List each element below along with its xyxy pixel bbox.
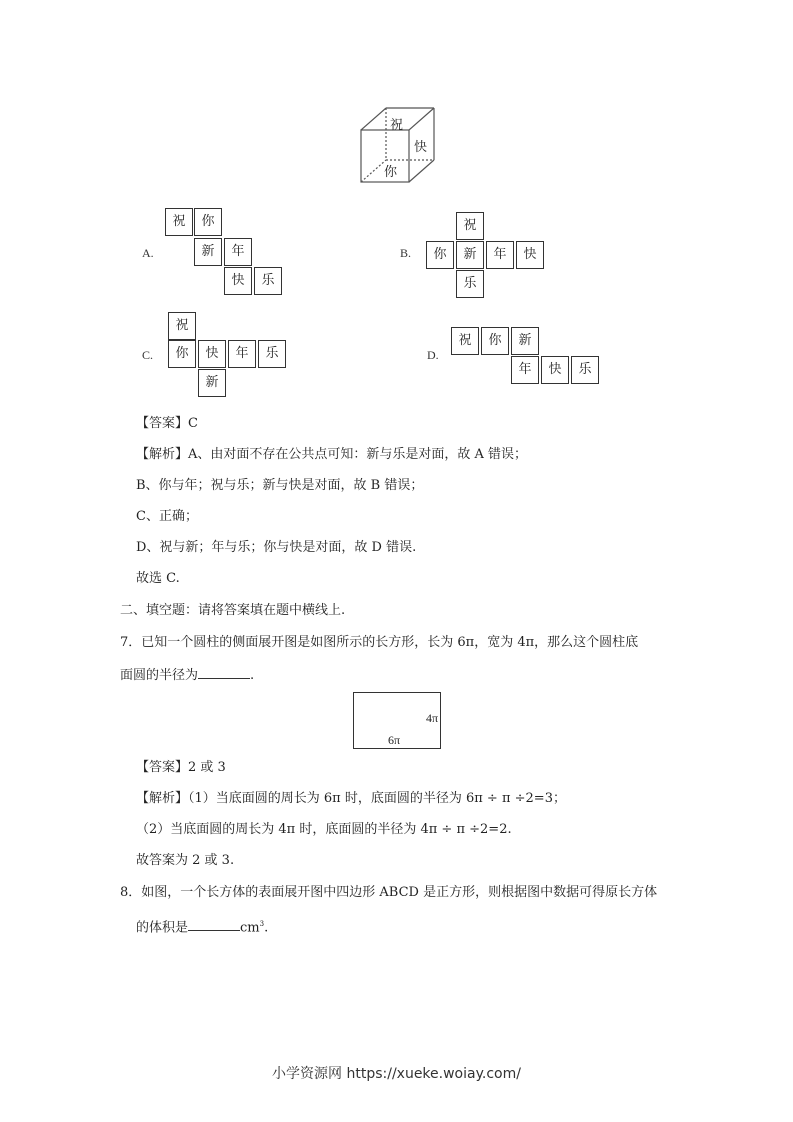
q7-analysis-line: 【解析】（1）当底面圆的周长为 6π 时，底面圆的半径为 6π ÷ π ÷2=3； xyxy=(136,791,566,806)
option-b-label: B. xyxy=(400,246,412,260)
unit-exponent: 3 xyxy=(259,920,265,928)
q6-analysis-line: D、祝与新；年与乐；你与快是对面，故 D 错误. xyxy=(136,540,417,555)
option-c-label: C. xyxy=(142,348,154,362)
net-b-cell: 年 xyxy=(486,241,514,269)
q7-answer: 【答案】2 或 3 xyxy=(136,760,226,775)
net-a-cell: 新 xyxy=(194,238,222,266)
net-b-cell: 新 xyxy=(456,241,484,269)
net-a-cell: 年 xyxy=(224,238,252,266)
cube-face-right: 快 xyxy=(414,140,428,155)
q6-answer: 【答案】C xyxy=(136,416,198,431)
net-a-cell: 你 xyxy=(194,208,222,236)
q8-stem-line2 xyxy=(136,916,268,936)
q7-stem-line2 xyxy=(120,666,254,684)
q6-analysis-line: C、正确； xyxy=(136,509,198,524)
q8-stem-end: . xyxy=(264,920,269,936)
cube-figure xyxy=(360,106,440,186)
net-d-cell: 年 xyxy=(511,356,539,384)
q7-analysis-line: 故答案为 2 或 3. xyxy=(136,853,235,868)
q8-stem-line1: 8．如图，一个长方体的表面展开图中四边形 ABCD 是正方形，则根据图中数据可得原长方体 xyxy=(120,885,658,900)
net-c-cell: 乐 xyxy=(258,340,286,368)
net-c-cell: 新 xyxy=(198,369,226,397)
rectangle-figure xyxy=(353,692,441,749)
net-d-cell: 新 xyxy=(511,327,539,355)
net-b-cell: 你 xyxy=(426,241,454,269)
unit: cm xyxy=(240,920,260,936)
net-c-cell: 你 xyxy=(168,340,196,368)
net-c-cell: 祝 xyxy=(168,312,196,340)
option-a-label: A. xyxy=(142,246,154,260)
net-a-cell: 祝 xyxy=(165,208,193,236)
net-b-cell: 快 xyxy=(516,241,544,269)
net-a-cell: 快 xyxy=(224,267,252,295)
q6-analysis-line: 故选 C. xyxy=(136,571,180,586)
net-b-cell: 祝 xyxy=(456,212,484,240)
cube-face-top: 祝 xyxy=(390,118,404,133)
q8-stem-text: 的体积是 xyxy=(136,920,189,936)
width-label: 4π xyxy=(425,711,438,725)
q7-stem-end: . xyxy=(250,668,255,683)
net-d-cell: 祝 xyxy=(451,327,479,355)
q6-analysis-line: 【解析】A、由对面不存在公共点可知：新与乐是对面，故 A 错误； xyxy=(136,447,528,462)
net-c-cell: 快 xyxy=(198,340,226,368)
section-heading: 二、填空题：请将答案填在题中横线上. xyxy=(120,603,346,618)
q7-analysis-line: （2）当底面圆的周长为 4π 时，底面圆的半径为 4π ÷ π ÷2=2. xyxy=(136,822,512,837)
net-d-cell: 乐 xyxy=(571,356,599,384)
net-b-cell: 乐 xyxy=(456,270,484,298)
answer-blank xyxy=(198,666,250,679)
option-d-label: D. xyxy=(427,348,439,362)
net-c-cell: 年 xyxy=(228,340,256,368)
answer-blank xyxy=(188,918,240,931)
net-d-cell: 你 xyxy=(481,327,509,355)
q7-stem-text: 面圆的半径为 xyxy=(120,668,199,683)
q6-analysis-line: B、你与年；祝与乐；新与快是对面，故 B 错误； xyxy=(136,478,424,493)
footer-watermark: 小学资源网 https://xueke.woiay.com/ xyxy=(272,1066,521,1082)
net-a-cell: 乐 xyxy=(254,267,282,295)
length-label: 6π xyxy=(388,733,401,747)
net-d-cell: 快 xyxy=(541,356,569,384)
q7-stem-line1: 7．已知一个圆柱的侧面展开图是如图所示的长方形，长为 6π，宽为 4π，那么这个圆柱底 xyxy=(120,635,639,650)
cube-face-front: 你 xyxy=(384,165,398,180)
